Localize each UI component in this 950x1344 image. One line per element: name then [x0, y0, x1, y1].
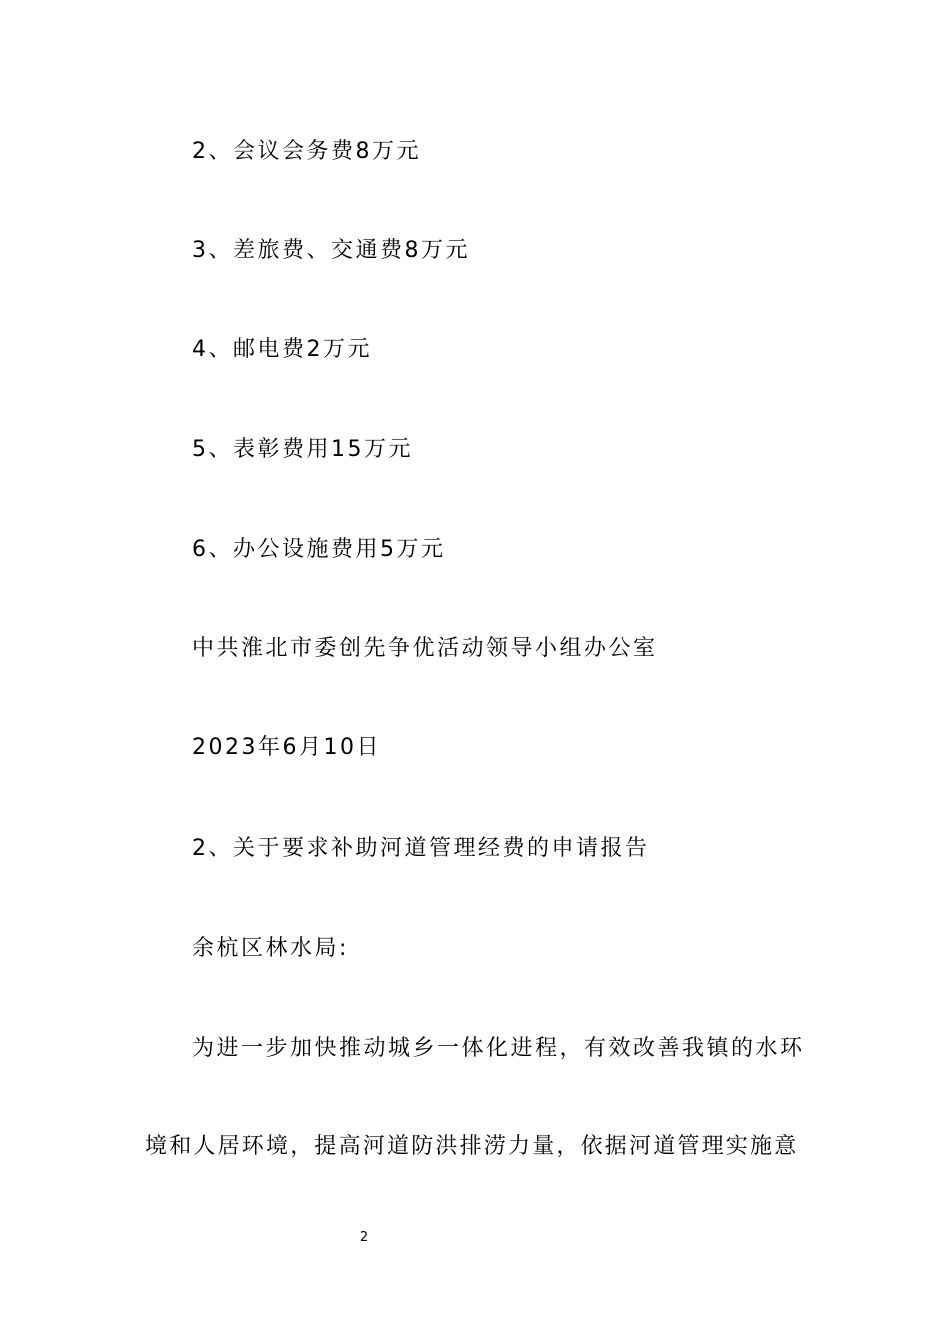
body-paragraph-line-2: 境和人居环境，提高河道防洪排涝力量，依据河道管理实施意 [145, 1134, 799, 1159]
budget-item-postal: 4、邮电费2万元 [192, 337, 372, 362]
budget-item-awards: 5、表彰费用15万元 [192, 437, 413, 462]
issue-date: 2023年6月10日 [192, 735, 381, 760]
issuing-office: 中共淮北市委创先争优活动领导小组办公室 [192, 636, 658, 661]
budget-item-meeting: 2、会议会务费8万元 [192, 139, 421, 164]
section-heading: 2、关于要求补助河道管理经费的申请报告 [192, 836, 650, 861]
page-number: 2 [359, 1230, 369, 1245]
budget-item-office: 6、办公设施费用5万元 [192, 537, 446, 562]
addressee: 余杭区林水局: [192, 936, 349, 961]
body-paragraph-line-1: 为进一步加快推动城乡一体化进程，有效改善我镇的水环 [192, 1036, 805, 1061]
budget-item-travel: 3、差旅费、交通费8万元 [192, 238, 470, 263]
